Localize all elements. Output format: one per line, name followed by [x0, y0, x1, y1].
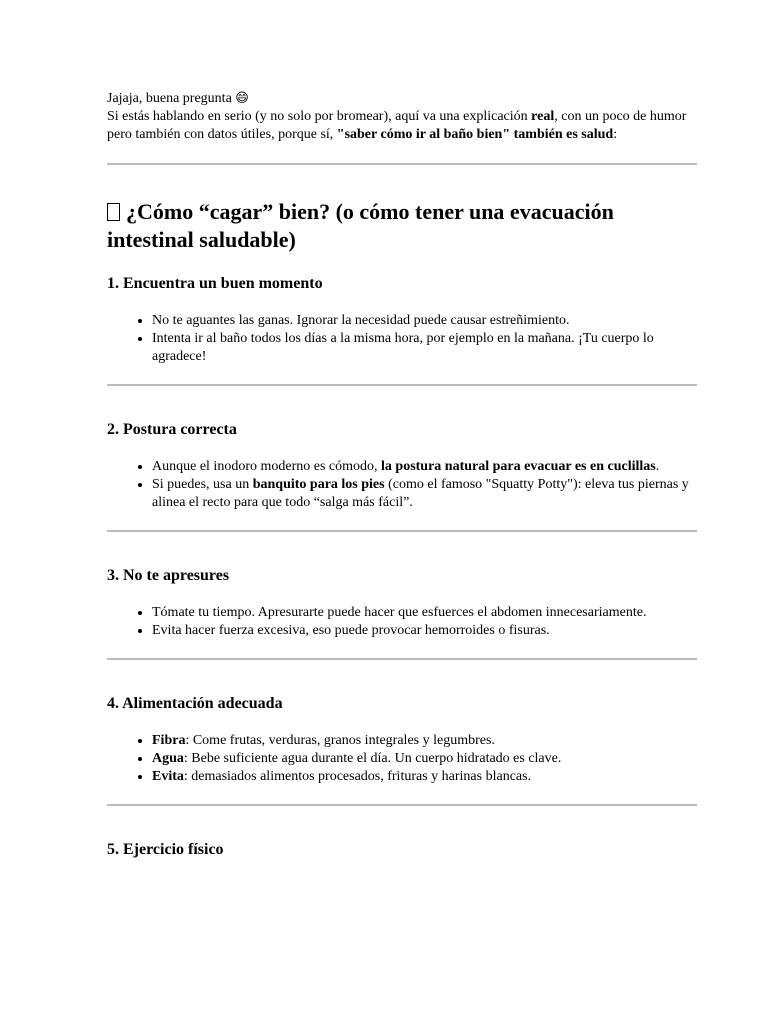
section-3-title: 3. No te apresures [107, 567, 230, 584]
section-1-list [107, 312, 697, 366]
grinning-face-icon: 😄 [235, 91, 249, 106]
list-item-text: : Bebe suficiente agua durante el día. Un cuerpo hidratado es clave. [183, 751, 562, 766]
divider [107, 163, 697, 165]
list-item-text: . [655, 459, 660, 474]
list-item-bold: Evita [152, 769, 184, 784]
divider [107, 804, 697, 806]
list-item: • Tómate tu tiempo. Apresurarte puede hacer que esfuerces el abdomen innecesariamente. [152, 604, 697, 622]
list-item [152, 768, 697, 786]
list-item-text: (como el famoso "Squatty Potty"): eleva tus piernas y alinea el recto para que todo “salga más fácil”. [152, 477, 689, 510]
missing-glyph-icon [107, 203, 120, 221]
intro-greeting: Jajaja, buena pregunta [107, 91, 232, 106]
divider [107, 384, 697, 386]
list-item-bold: Agua [152, 751, 184, 766]
list-item-bold: banquito para los pies [252, 477, 385, 492]
list-item [152, 476, 697, 512]
intro-text: , con un poco de humor pero también con datos útiles, porque sí, [107, 109, 687, 142]
list-item-text: : demasiados alimentos procesados, frituras y harinas blancas. [183, 769, 532, 784]
section-3-list [107, 604, 697, 640]
section-2-title: 2. Postura correcta [107, 421, 237, 438]
section-4-title: 4. Alimentación adecuada [107, 695, 283, 712]
intro-bold-salud: "saber cómo ir al baño bien" también es salud [336, 127, 614, 142]
intro-paragraph [107, 108, 697, 144]
list-item [152, 750, 697, 768]
list-item [152, 732, 697, 750]
list-item [152, 458, 697, 476]
list-item-bold: Fibra [152, 733, 186, 748]
intro [107, 90, 697, 144]
list-item: • Evita hacer fuerza excesiva, eso puede provocar hemorroides o fisuras. [152, 622, 697, 640]
list-item-text: : Come frutas, verduras, granos integrales y legumbres. [185, 733, 495, 748]
list-item: • No te aguantes las ganas. Ignorar la necesidad puede causar estreñimiento. [152, 312, 697, 330]
section-4-list [107, 732, 697, 786]
list-item-text: Aunque el inodoro moderno es cómodo, [152, 459, 382, 474]
divider [107, 658, 697, 660]
intro-line-1 [107, 90, 697, 108]
list-item-text: Si puedes, usa un [152, 477, 253, 492]
list-item-bold: la postura natural para evacuar es en cuclillas [381, 459, 656, 474]
intro-text: Si estás hablando en serio (y no solo por bromear), aquí va una explicación [107, 109, 532, 124]
intro-text: : [613, 127, 618, 142]
section-2-list [107, 458, 697, 512]
section-5-title: 5. Ejercicio físico [107, 841, 224, 858]
section-1-title: 1. Encuentra un buen momento [107, 275, 323, 292]
divider [107, 530, 697, 532]
list-item: • Intenta ir al baño todos los días a la misma hora, por ejemplo en la mañana. ¡Tu cuerpo lo agradece! [152, 330, 697, 366]
intro-bold-real: real [531, 109, 555, 124]
page-title-text: ¿Cómo “cagar” bien? (o cómo tener una evacuación intestinal saludable) [107, 199, 614, 252]
document-page [107, 90, 697, 860]
page-title [107, 198, 697, 254]
